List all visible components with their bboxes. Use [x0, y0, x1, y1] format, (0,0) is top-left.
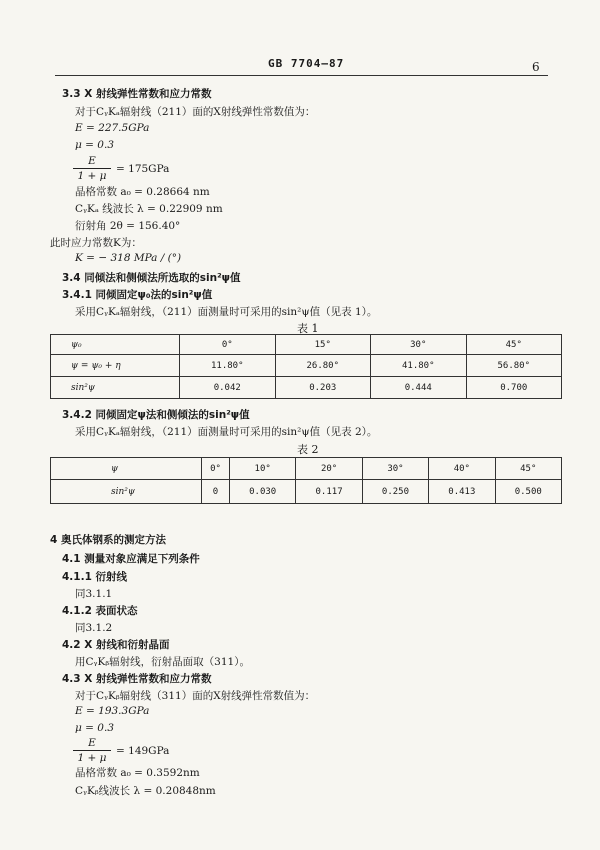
stress-constant: K = − 318 MPa / (°) [75, 252, 182, 264]
table-2 [50, 457, 562, 504]
wavelength: CᵧKₐ 线波长 λ = 0.22909 nm [75, 203, 223, 215]
table-cell: 30° [362, 458, 428, 480]
table-cell: 20° [296, 458, 362, 480]
formula-e: E = 227.5GPa [75, 122, 150, 134]
standard-number: GB 7704—87 [268, 57, 345, 70]
table-cell: 15° [275, 335, 371, 355]
table-cell: 26.80° [275, 355, 371, 377]
paragraph: 同3.1.1 [75, 588, 113, 600]
table-cell: 0.413 [429, 480, 495, 504]
section-4-1-1-heading: 4.1.1 衍射线 [62, 571, 128, 583]
section-3-3-heading: 3.3 X 射线弹性常数和应力常数 [62, 88, 212, 100]
page-number: 6 [532, 60, 540, 74]
section-4-1-heading: 4.1 测量对象应满足下列条件 [62, 553, 200, 565]
section-4-1-2-heading: 4.1.2 表面状态 [62, 605, 138, 617]
formula-mu: μ = 0.3 [75, 722, 114, 734]
fraction-e-over-1-plus-mu: E 1 + μ [73, 155, 111, 182]
formula-e: E = 193.3GPa [75, 705, 150, 717]
table-cell: 41.80° [371, 355, 467, 377]
table-cell: 0 [202, 480, 230, 504]
section-3-4-2-heading: 3.4.2 同倾固定ψ法和侧倾法的sin²ψ值 [62, 409, 250, 421]
table-cell: 40° [429, 458, 495, 480]
table-1 [50, 334, 562, 399]
lattice-constant: 晶格常数 a₀ = 0.3592nm [75, 767, 200, 779]
formula-mu: μ = 0.3 [75, 139, 114, 151]
table-2-caption: 表 2 [297, 443, 319, 456]
table-cell: 0.030 [229, 480, 295, 504]
section-4-heading: 4 奥氏体钢系的测定方法 [50, 534, 166, 546]
paragraph: 用CᵧKᵦ辐射线，衍射晶面取（311）。 [75, 656, 250, 668]
fraction-e-over-1-plus-mu: E 1 + μ [73, 737, 111, 764]
table-cell: 0.500 [495, 480, 561, 504]
table-cell: 0.042 [180, 377, 276, 399]
table-cell: ψ₀ [51, 335, 180, 355]
table-cell: 0.700 [466, 377, 562, 399]
table-1-caption: 表 1 [297, 322, 319, 335]
section-4-2-heading: 4.2 X 射线和衍射晶面 [62, 639, 170, 651]
table-cell: 0.444 [371, 377, 467, 399]
table-cell: 0.250 [362, 480, 428, 504]
table-cell: 11.80° [180, 355, 276, 377]
diffraction-angle: 衍射角 2θ = 156.40° [75, 220, 181, 232]
table-cell: 0.117 [296, 480, 362, 504]
header-rule [55, 75, 548, 76]
paragraph: 对于CᵧKᵦ辐射线（311）面的X射线弹性常数值为： [75, 690, 316, 702]
table-cell: 45° [495, 458, 561, 480]
wavelength: CᵧKᵦ线波长 λ = 0.20848nm [75, 785, 216, 797]
formula-result: = 175GPa [116, 163, 170, 175]
table-cell: 45° [466, 335, 562, 355]
lattice-constant: 晶格常数 a₀ = 0.28664 nm [75, 186, 210, 198]
table-cell: sin²ψ [51, 377, 180, 399]
table-cell: ψ = ψ₀ + η [51, 355, 180, 377]
table-cell: 0.203 [275, 377, 371, 399]
table-cell: 0° [202, 458, 230, 480]
section-3-4-heading: 3.4 同倾法和侧倾法所选取的sin²ψ值 [62, 272, 241, 284]
table-cell: 30° [371, 335, 467, 355]
table-cell: sin²ψ [51, 480, 202, 504]
paragraph: 同3.1.2 [75, 622, 113, 634]
table-cell: 0° [180, 335, 276, 355]
section-4-3-heading: 4.3 X 射线弹性常数和应力常数 [62, 673, 212, 685]
table-cell: ψ [51, 458, 202, 480]
section-3-4-1-heading: 3.4.1 同倾固定ψ₀法的sin²ψ值 [62, 289, 213, 301]
paragraph: 采用CᵧKₐ辐射线，（211）面测量时可采用的sin²ψ值（见表 1）。 [75, 306, 378, 318]
paragraph: 对于CᵧKₐ辐射线（211）面的X射线弹性常数值为： [75, 106, 316, 118]
table-cell: 56.80° [466, 355, 562, 377]
paragraph: 采用CᵧKₐ辐射线，（211）面测量时可采用的sin²ψ值（见表 2）。 [75, 426, 378, 438]
table-cell: 10° [229, 458, 295, 480]
paragraph: 此时应力常数K为： [50, 237, 142, 249]
formula-result: = 149GPa [116, 745, 170, 757]
